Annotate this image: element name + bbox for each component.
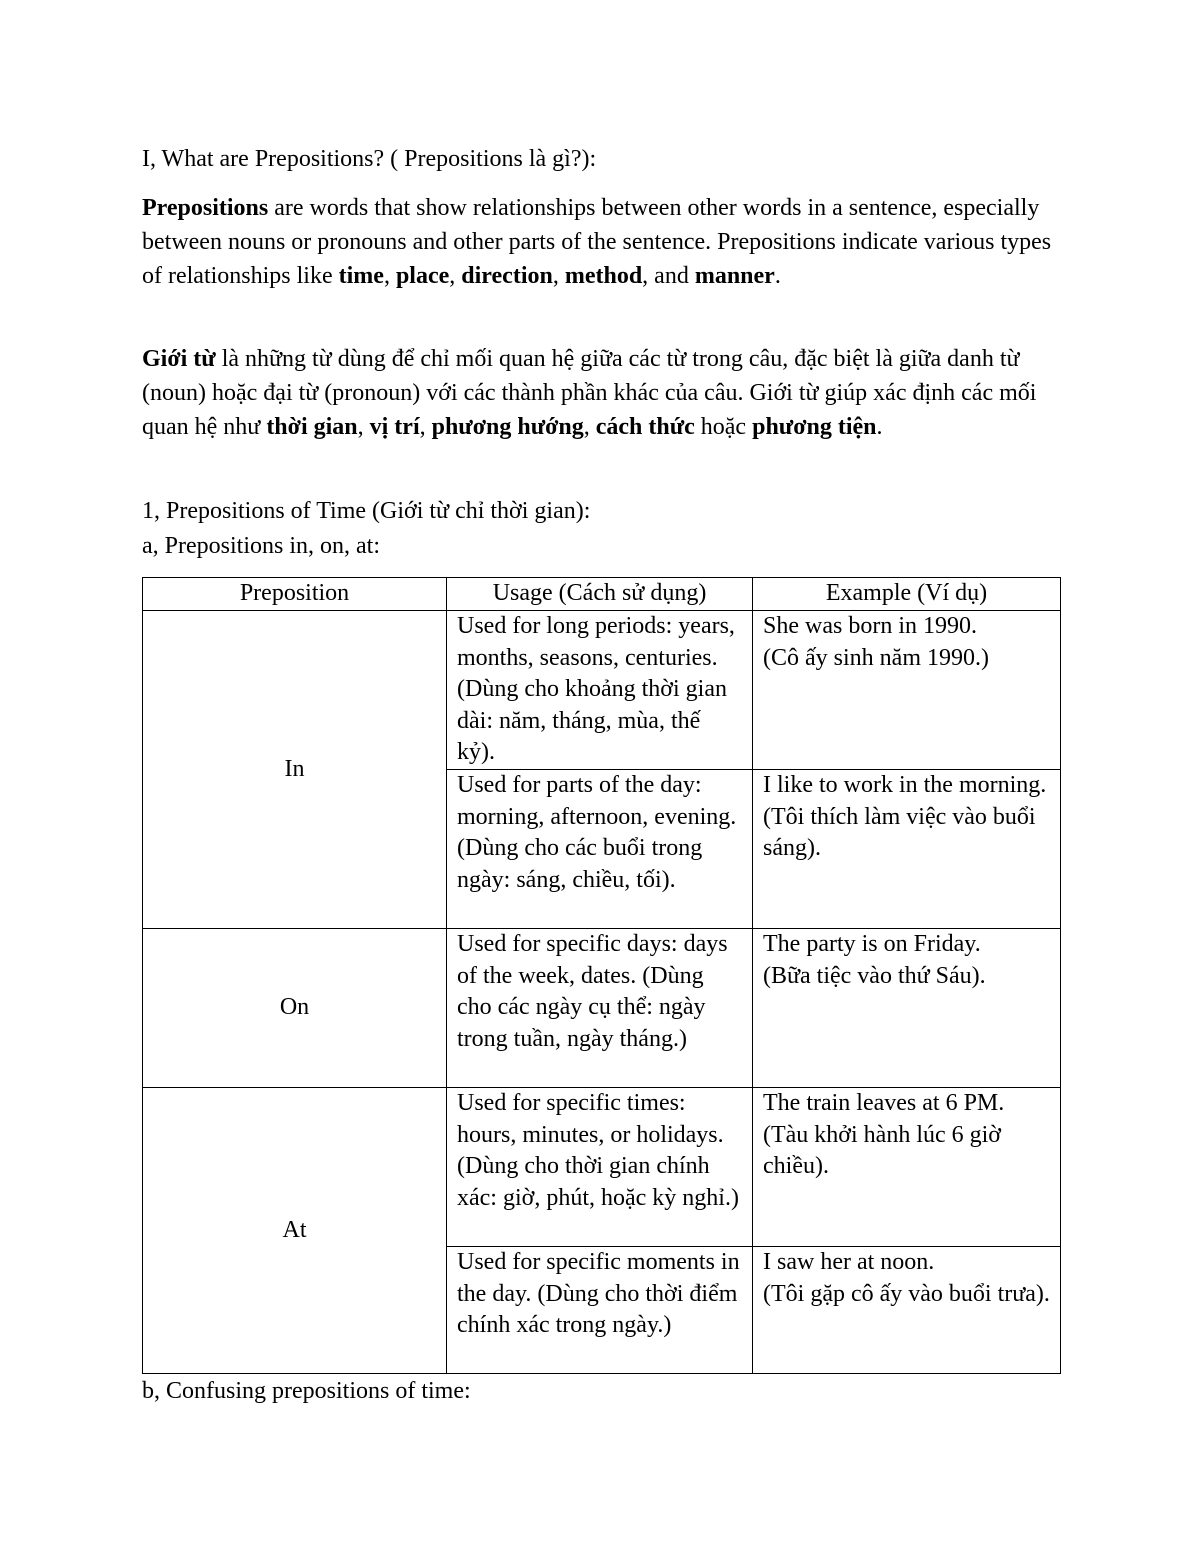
example-english: I like to work in the morning. bbox=[763, 772, 1047, 798]
preposition-cell: At bbox=[143, 1088, 447, 1374]
example-vietnamese: (Tôi gặp cô ấy vào buổi trưa). bbox=[763, 1280, 1050, 1307]
column-header-example: Example (Ví dụ) bbox=[753, 578, 1061, 611]
example-cell bbox=[753, 611, 1061, 770]
example-cell bbox=[753, 1088, 1061, 1247]
paragraph-english: Prepositions are words that show relationships between other words in a sentence, especially between nouns or pronouns and other parts of the sentence. Prepositions indicate various types of relationships like time, place, direction, method, and manner. bbox=[142, 195, 1052, 289]
example-cell bbox=[753, 929, 1061, 1088]
example-english: She was born in 1990. bbox=[763, 613, 977, 639]
subsection-title-confusing: b, Confusing prepositions of time: bbox=[142, 1378, 471, 1404]
example-cell bbox=[753, 770, 1061, 929]
bold-term: Prepositions bbox=[142, 195, 269, 221]
column-header-usage: Usage (Cách sử dụng) bbox=[447, 578, 753, 611]
column-header-preposition: Preposition bbox=[143, 578, 447, 611]
example-english: The party is on Friday. bbox=[763, 931, 981, 957]
example-vietnamese: (Cô ấy sinh năm 1990.) bbox=[763, 644, 989, 671]
table-row bbox=[143, 1088, 1061, 1247]
usage-cell: Used for specific moments in the day. (Dùng cho thời điểm chính xác trong ngày.) bbox=[447, 1247, 753, 1374]
bold-term: Giới từ bbox=[142, 346, 216, 372]
usage-cell: Used for long periods: years, months, seasons, centuries. (Dùng cho khoảng thời gian dài: năm, tháng, mùa, thế kỷ). bbox=[447, 611, 753, 770]
usage-cell: Used for specific times: hours, minutes, or holidays. (Dùng cho thời gian chính xác: giờ, phút, hoặc kỳ nghỉ.) bbox=[447, 1088, 753, 1247]
example-english: I saw her at noon. bbox=[763, 1249, 935, 1275]
example-cell bbox=[753, 1247, 1061, 1374]
example-vietnamese: (Tôi thích làm việc vào buổi sáng). bbox=[763, 803, 1036, 861]
example-vietnamese: (Bữa tiệc vào thứ Sáu). bbox=[763, 962, 986, 989]
paragraph-vietnamese: Giới từ là những từ dùng để chỉ mối quan hệ giữa các từ trong câu, đặc biệt là giữa danh từ (noun) hoặc đại từ (pronoun) với các thành phần khác của câu. Giới từ giúp xác định các mối quan hệ như thời gian, vị trí, phương hướng, cách thức hoặc phương tiện. bbox=[142, 346, 1037, 440]
table-header-row bbox=[143, 578, 1061, 611]
preposition-cell: In bbox=[143, 611, 447, 929]
subsection-title-time: 1, Prepositions of Time (Giới từ chỉ thời gian): bbox=[142, 498, 591, 524]
prepositions-table bbox=[142, 577, 1061, 1374]
example-vietnamese: (Tàu khởi hành lúc 6 giờ chiều). bbox=[763, 1121, 1001, 1179]
example-english: The train leaves at 6 PM. bbox=[763, 1090, 1005, 1116]
table-row bbox=[143, 929, 1061, 1088]
table-row bbox=[143, 611, 1061, 770]
usage-cell: Used for specific days: days of the week, dates. (Dùng cho các ngày cụ thể: ngày trong tuần, ngày tháng.) bbox=[447, 929, 753, 1088]
preposition-cell: On bbox=[143, 929, 447, 1088]
subsection-title-in-on-at: a, Prepositions in, on, at: bbox=[142, 533, 380, 559]
usage-cell: Used for parts of the day: morning, afternoon, evening. (Dùng cho các buổi trong ngày: sáng, chiều, tối). bbox=[447, 770, 753, 929]
section-heading: I, What are Prepositions? ( Prepositions là gì?): bbox=[142, 146, 597, 172]
